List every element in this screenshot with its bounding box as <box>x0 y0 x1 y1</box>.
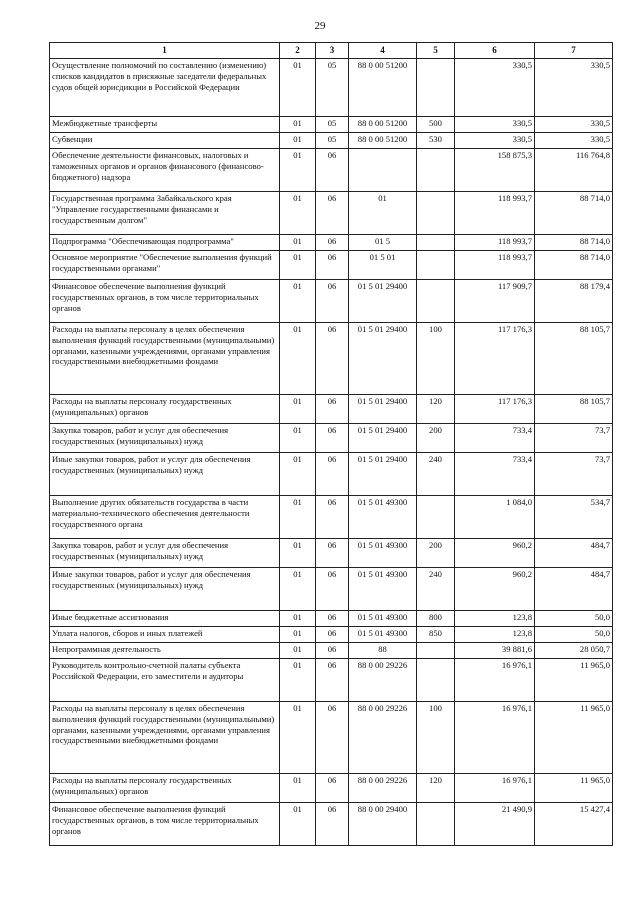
subsection-code: 06 <box>316 803 349 846</box>
amount-col-7: 116 764,8 <box>535 149 613 192</box>
amount-col-6: 21 490,9 <box>455 803 535 846</box>
subsection-code: 06 <box>316 611 349 627</box>
subsection-code: 06 <box>316 280 349 323</box>
subsection-code: 05 <box>316 117 349 133</box>
row-description: Финансовое обеспечение выполнения функций государственных органов, в том числе территориальных органов <box>50 280 280 323</box>
subsection-code: 06 <box>316 702 349 774</box>
row-description: Обеспечение деятельности финансовых, налоговых и таможенных органов и органов финансового (финансово-бюджетного) надзора <box>50 149 280 192</box>
table-row <box>50 611 613 627</box>
target-article-code: 01 5 01 <box>349 251 417 280</box>
table-row <box>50 235 613 251</box>
table-row <box>50 568 613 611</box>
row-description: Финансовое обеспечение выполнения функций государственных органов, в том числе территориальных органов <box>50 803 280 846</box>
expense-type-code <box>417 643 455 659</box>
amount-col-7: 88 105,7 <box>535 323 613 395</box>
section-code: 01 <box>280 395 316 424</box>
table-body <box>50 59 613 846</box>
expense-type-code: 500 <box>417 117 455 133</box>
amount-col-6: 117 176,3 <box>455 395 535 424</box>
expense-type-code <box>417 280 455 323</box>
subsection-code: 06 <box>316 659 349 702</box>
amount-col-6: 733,4 <box>455 453 535 496</box>
row-description: Субвенции <box>50 133 280 149</box>
amount-col-6: 330,5 <box>455 117 535 133</box>
row-description: Основное мероприятие "Обеспечение выполнения функций государственными органами" <box>50 251 280 280</box>
target-article-code: 88 <box>349 643 417 659</box>
expense-type-code: 200 <box>417 424 455 453</box>
amount-col-7: 330,5 <box>535 59 613 117</box>
section-code: 01 <box>280 568 316 611</box>
column-header-3: 3 <box>316 43 349 59</box>
section-code: 01 <box>280 235 316 251</box>
row-description: Межбюджетные трансферты <box>50 117 280 133</box>
amount-col-7: 28 050,7 <box>535 643 613 659</box>
amount-col-7: 50,0 <box>535 627 613 643</box>
amount-col-7: 330,5 <box>535 117 613 133</box>
subsection-code: 05 <box>316 133 349 149</box>
section-code: 01 <box>280 117 316 133</box>
amount-col-6: 117 176,3 <box>455 323 535 395</box>
amount-col-6: 118 993,7 <box>455 192 535 235</box>
subsection-code: 06 <box>316 149 349 192</box>
amount-col-7: 88 714,0 <box>535 235 613 251</box>
column-header-2: 2 <box>280 43 316 59</box>
amount-col-6: 16 976,1 <box>455 659 535 702</box>
table-row <box>50 192 613 235</box>
row-description: Непрограммная деятельность <box>50 643 280 659</box>
amount-col-6: 39 881,6 <box>455 643 535 659</box>
table-row <box>50 280 613 323</box>
expense-type-code: 240 <box>417 453 455 496</box>
expense-type-code <box>417 496 455 539</box>
amount-col-7: 11 965,0 <box>535 774 613 803</box>
amount-col-7: 484,7 <box>535 568 613 611</box>
section-code: 01 <box>280 774 316 803</box>
row-description: Иные закупки товаров, работ и услуг для обеспечения государственных (муниципальных) нужд <box>50 568 280 611</box>
expense-type-code: 800 <box>417 611 455 627</box>
row-description: Государственная программа Забайкальского края "Управление государственными финансами и государственным долгом" <box>50 192 280 235</box>
section-code: 01 <box>280 280 316 323</box>
amount-col-7: 534,7 <box>535 496 613 539</box>
expense-type-code <box>417 192 455 235</box>
subsection-code: 05 <box>316 59 349 117</box>
table-row <box>50 643 613 659</box>
row-description: Выполнение других обязательств государства в части материально-технического обеспечения деятельности государственного органа <box>50 496 280 539</box>
expense-type-code: 530 <box>417 133 455 149</box>
amount-col-6: 16 976,1 <box>455 774 535 803</box>
target-article-code: 01 5 01 49300 <box>349 539 417 568</box>
amount-col-6: 960,2 <box>455 568 535 611</box>
target-article-code: 01 5 <box>349 235 417 251</box>
target-article-code: 01 5 01 29400 <box>349 395 417 424</box>
table-row <box>50 424 613 453</box>
target-article-code: 01 5 01 49300 <box>349 611 417 627</box>
amount-col-7: 15 427,4 <box>535 803 613 846</box>
section-code: 01 <box>280 659 316 702</box>
column-header-7: 7 <box>535 43 613 59</box>
subsection-code: 06 <box>316 539 349 568</box>
row-description: Закупка товаров, работ и услуг для обеспечения государственных (муниципальных) нужд <box>50 539 280 568</box>
amount-col-6: 16 976,1 <box>455 702 535 774</box>
page-number: 29 <box>314 20 326 32</box>
section-code: 01 <box>280 611 316 627</box>
column-header-1: 1 <box>50 43 280 59</box>
table-row <box>50 539 613 568</box>
table-header-row <box>50 43 613 59</box>
amount-col-6: 118 993,7 <box>455 235 535 251</box>
subsection-code: 06 <box>316 568 349 611</box>
subsection-code: 06 <box>316 774 349 803</box>
amount-col-6: 330,5 <box>455 133 535 149</box>
table-row <box>50 149 613 192</box>
target-article-code: 01 5 01 29400 <box>349 323 417 395</box>
section-code: 01 <box>280 149 316 192</box>
table-row <box>50 702 613 774</box>
expense-type-code <box>417 803 455 846</box>
expense-type-code: 200 <box>417 539 455 568</box>
section-code: 01 <box>280 496 316 539</box>
amount-col-6: 960,2 <box>455 539 535 568</box>
row-description: Расходы на выплаты персоналу государственных (муниципальных) органов <box>50 395 280 424</box>
subsection-code: 06 <box>316 395 349 424</box>
row-description: Расходы на выплаты персоналу в целях обеспечения выполнения функций государственными (муниципальными) органами, казенными учреждениями, органами управления государственными внебюджетными фондами <box>50 702 280 774</box>
target-article-code: 88 0 00 51200 <box>349 133 417 149</box>
amount-col-6: 158 875,3 <box>455 149 535 192</box>
column-header-5: 5 <box>417 43 455 59</box>
target-article-code: 01 5 01 29400 <box>349 424 417 453</box>
row-description: Расходы на выплаты персоналу государственных (муниципальных) органов <box>50 774 280 803</box>
table-row <box>50 496 613 539</box>
amount-col-7: 88 179,4 <box>535 280 613 323</box>
target-article-code: 88 0 00 51200 <box>349 117 417 133</box>
row-description: Иные закупки товаров, работ и услуг для обеспечения государственных (муниципальных) нужд <box>50 453 280 496</box>
subsection-code: 06 <box>316 643 349 659</box>
subsection-code: 06 <box>316 192 349 235</box>
amount-col-6: 1 084,0 <box>455 496 535 539</box>
expense-type-code <box>417 59 455 117</box>
section-code: 01 <box>280 702 316 774</box>
expense-type-code <box>417 659 455 702</box>
table-row <box>50 395 613 424</box>
target-article-code: 88 0 00 29400 <box>349 803 417 846</box>
table-row <box>50 659 613 702</box>
expense-type-code: 120 <box>417 774 455 803</box>
expense-type-code: 850 <box>417 627 455 643</box>
expense-type-code <box>417 235 455 251</box>
amount-col-6: 733,4 <box>455 424 535 453</box>
amount-col-7: 73,7 <box>535 453 613 496</box>
subsection-code: 06 <box>316 627 349 643</box>
expense-type-code <box>417 149 455 192</box>
amount-col-7: 73,7 <box>535 424 613 453</box>
row-description: Уплата налогов, сборов и иных платежей <box>50 627 280 643</box>
section-code: 01 <box>280 59 316 117</box>
table-row <box>50 627 613 643</box>
amount-col-6: 118 993,7 <box>455 251 535 280</box>
target-article-code: 88 0 00 51200 <box>349 59 417 117</box>
section-code: 01 <box>280 133 316 149</box>
section-code: 01 <box>280 803 316 846</box>
table-row <box>50 133 613 149</box>
table-row <box>50 117 613 133</box>
target-article-code: 88 0 00 29226 <box>349 702 417 774</box>
amount-col-7: 330,5 <box>535 133 613 149</box>
section-code: 01 <box>280 643 316 659</box>
row-description: Закупка товаров, работ и услуг для обеспечения государственных (муниципальных) нужд <box>50 424 280 453</box>
target-article-code: 01 5 01 29400 <box>349 280 417 323</box>
column-header-4: 4 <box>349 43 417 59</box>
target-article-code <box>349 149 417 192</box>
target-article-code: 01 5 01 49300 <box>349 568 417 611</box>
table-row <box>50 59 613 117</box>
table-row <box>50 774 613 803</box>
table-row <box>50 453 613 496</box>
target-article-code: 88 0 00 29226 <box>349 774 417 803</box>
target-article-code: 01 5 01 29400 <box>349 453 417 496</box>
expense-type-code: 240 <box>417 568 455 611</box>
amount-col-6: 330,5 <box>455 59 535 117</box>
subsection-code: 06 <box>316 235 349 251</box>
row-description: Руководитель контрольно-счетной палаты субъекта Российской Федерации, его заместители и аудиторы <box>50 659 280 702</box>
expense-type-code: 100 <box>417 323 455 395</box>
section-code: 01 <box>280 192 316 235</box>
row-description: Осуществление полномочий по составлению (изменению) списков кандидатов в присяжные заседатели федеральных судов общей юрисдикции в Российской Федерации <box>50 59 280 117</box>
target-article-code: 01 <box>349 192 417 235</box>
amount-col-6: 123,8 <box>455 627 535 643</box>
subsection-code: 06 <box>316 496 349 539</box>
table-row <box>50 251 613 280</box>
table-row <box>50 323 613 395</box>
amount-col-7: 88 714,0 <box>535 251 613 280</box>
section-code: 01 <box>280 323 316 395</box>
amount-col-7: 88 714,0 <box>535 192 613 235</box>
row-description: Расходы на выплаты персоналу в целях обеспечения выполнения функций государственными (муниципальными) органами, казенными учреждениями, органами управления государственными внебюджетными фондами <box>50 323 280 395</box>
target-article-code: 01 5 01 49300 <box>349 496 417 539</box>
amount-col-7: 88 105,7 <box>535 395 613 424</box>
column-header-6: 6 <box>455 43 535 59</box>
amount-col-7: 11 965,0 <box>535 702 613 774</box>
section-code: 01 <box>280 539 316 568</box>
amount-col-7: 484,7 <box>535 539 613 568</box>
expense-type-code: 120 <box>417 395 455 424</box>
amount-col-7: 50,0 <box>535 611 613 627</box>
target-article-code: 88 0 00 29226 <box>349 659 417 702</box>
subsection-code: 06 <box>316 251 349 280</box>
amount-col-6: 123,8 <box>455 611 535 627</box>
section-code: 01 <box>280 251 316 280</box>
amount-col-7: 11 965,0 <box>535 659 613 702</box>
budget-table <box>49 42 613 846</box>
target-article-code: 01 5 01 49300 <box>349 627 417 643</box>
row-description: Подпрограмма "Обеспечивающая подпрограмма" <box>50 235 280 251</box>
table-row <box>50 803 613 846</box>
expense-type-code: 100 <box>417 702 455 774</box>
row-description: Иные бюджетные ассигнования <box>50 611 280 627</box>
subsection-code: 06 <box>316 323 349 395</box>
subsection-code: 06 <box>316 453 349 496</box>
section-code: 01 <box>280 627 316 643</box>
section-code: 01 <box>280 424 316 453</box>
amount-col-6: 117 909,7 <box>455 280 535 323</box>
section-code: 01 <box>280 453 316 496</box>
subsection-code: 06 <box>316 424 349 453</box>
expense-type-code <box>417 251 455 280</box>
